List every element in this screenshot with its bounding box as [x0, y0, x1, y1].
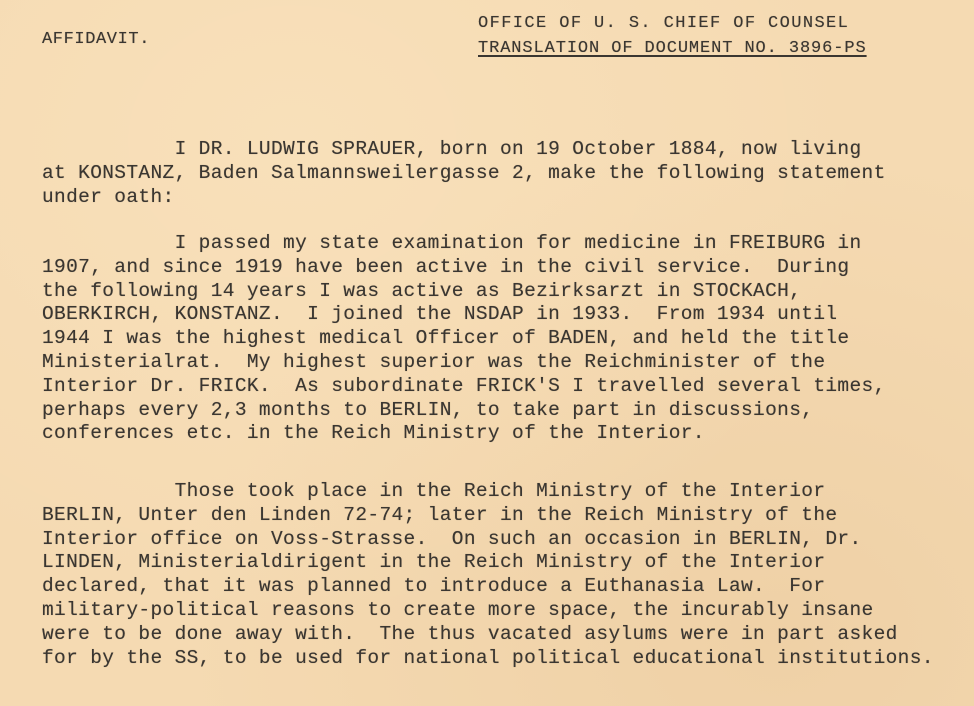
- paragraph-line: the following 14 years I was active as Bezirksarzt in STOCKACH,: [42, 279, 802, 302]
- paragraph-meetings: [42, 480, 962, 670]
- paragraph-line: Interior Dr. FRICK. As subordinate FRICK'S I travelled several times,: [42, 374, 886, 397]
- paragraph-line: I passed my state examination for medicine in FREIBURG in: [42, 232, 862, 254]
- paragraph-line: OBERKIRCH, KONSTANZ. I joined the NSDAP in 1933. From 1934 until: [42, 303, 838, 326]
- paragraph-line: perhaps every 2,3 months to BERLIN, to take part in discussions,: [42, 398, 814, 421]
- paragraph-intro: [42, 138, 962, 209]
- paragraph-line: for by the SS, to be used for national political educational institutions.: [42, 646, 934, 669]
- paragraph-line: were to be done away with. The thus vacated asylums were in part asked: [42, 622, 898, 645]
- paragraph-line: 1944 I was the highest medical Officer of BADEN, and held the title: [42, 327, 850, 350]
- paragraph-line: LINDEN, Ministerialdirigent in the Reich Ministry of the Interior: [42, 551, 826, 574]
- paragraph-career: [42, 232, 962, 446]
- paragraph-line: declared, that it was planned to introduce a Euthanasia Law. For: [42, 575, 826, 598]
- office-heading: OFFICE OF U. S. CHIEF OF COUNSEL: [478, 14, 850, 33]
- paragraph-line: under oath:: [42, 185, 175, 208]
- translation-heading: TRANSLATION OF DOCUMENT NO. 3896-PS: [478, 39, 867, 58]
- paragraph-line: Those took place in the Reich Ministry of the Interior: [42, 480, 826, 502]
- affidavit-label: AFFIDAVIT.: [42, 30, 151, 49]
- paragraph-line: BERLIN, Unter den Linden 72-74; later in the Reich Ministry of the: [42, 503, 838, 526]
- paragraph-line: 1907, and since 1919 have been active in the civil service. During: [42, 255, 850, 278]
- paragraph-line: Ministerialrat. My highest superior was the Reichminister of the: [42, 350, 826, 373]
- paragraph-line: military-political reasons to create more space, the incurably insane: [42, 598, 874, 621]
- paragraph-line: conferences etc. in the Reich Ministry of the Interior.: [42, 422, 705, 445]
- paragraph-line: at KONSTANZ, Baden Salmannsweilergasse 2, make the following statement: [42, 161, 886, 184]
- paragraph-line: I DR. LUDWIG SPRAUER, born on 19 October 1884, now living: [42, 138, 862, 160]
- paragraph-line: Interior office on Voss-Strasse. On such an occasion in BERLIN, Dr.: [42, 527, 862, 550]
